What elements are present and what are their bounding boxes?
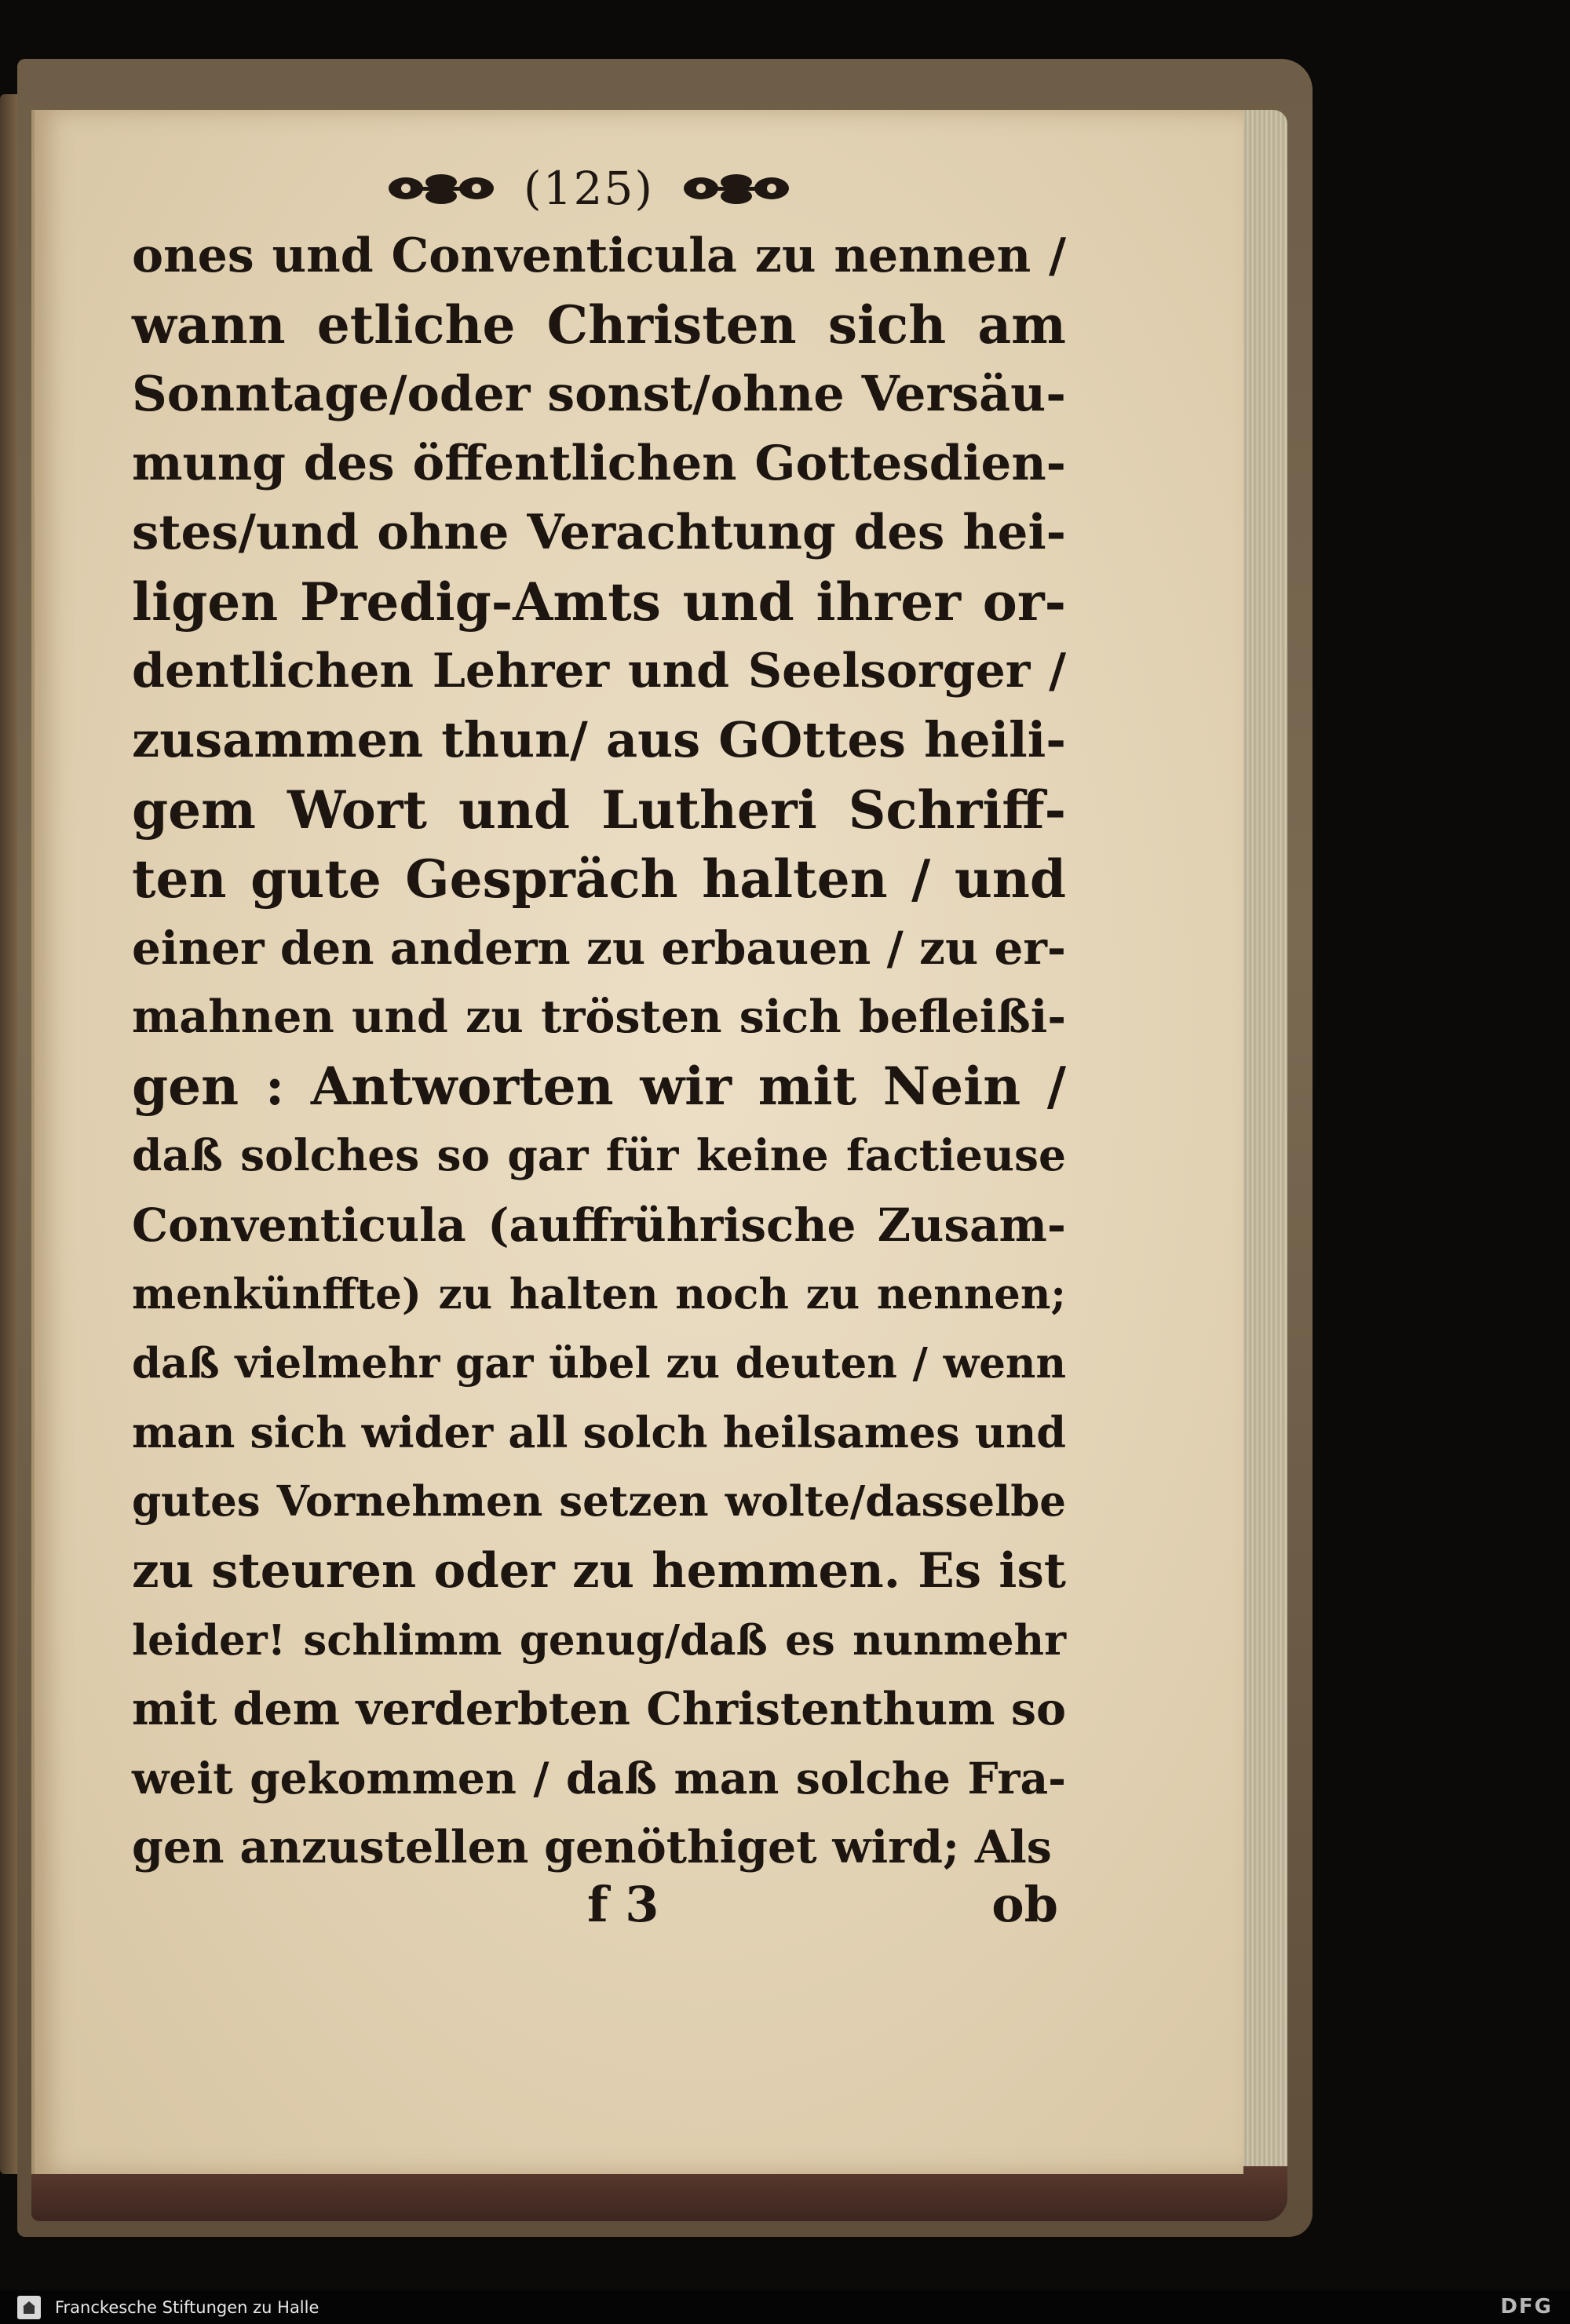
text-line: einer den andern zu erbauen / zu er- (132, 921, 1066, 975)
text-line: man sich wider all solch heilsames und (132, 1407, 1066, 1458)
text-line: mung des öffentlichen Gottesdien- (132, 435, 1066, 491)
page-footer-marks (132, 1876, 1066, 1946)
viewer-footer (0, 2290, 1570, 2324)
institution-name: Franckesche Stiftungen zu Halle (55, 2297, 319, 2317)
text-line: leider! schlimm genug/daß es nunmehr (132, 1615, 1066, 1665)
body-text (132, 221, 1066, 1883)
page-number: (125) (524, 162, 654, 215)
text-line: gen anzustellen genöthiget wird; Als (132, 1821, 1052, 1874)
text-line: daß solches so gar für keine factieuse (132, 1129, 1066, 1181)
cover-bottom-edge (31, 2166, 1287, 2221)
text-line: Conventicula (auffrührische Zusam- (132, 1198, 1066, 1252)
text-line: zusammen thun/ aus GOttes heili- (132, 711, 1066, 769)
text-line: Sonntage/oder sonst/ohne Versäu- (132, 365, 1066, 423)
text-line: mit dem verderbten Christenthum so (132, 1682, 1066, 1735)
text-line: ligen Predig-Amts und ihrer or- (132, 571, 1066, 633)
left-ornament-icon (382, 165, 500, 212)
text-line: mahnen und zu trösten sich befleißi- (132, 991, 1066, 1044)
catchword: ob (991, 1876, 1058, 1933)
text-line: zu steuren oder zu hemmen. Es ist (132, 1542, 1066, 1599)
text-line: ones und Conventicula zu nennen / (132, 228, 1066, 283)
text-line: weit gekommen / daß man solche Fra- (132, 1753, 1066, 1804)
text-line: gutes Vornehmen setzen wolte/dasselbe (132, 1477, 1066, 1527)
text-line: wann etliche Christen sich am (132, 294, 1066, 356)
text-line: gem Wort und Lutheri Schriff- (132, 779, 1066, 841)
text-line: dentlichen Lehrer und Seelsorger / (132, 644, 1066, 699)
text-line: menkünffte) zu halten noch zu nennen; (132, 1269, 1066, 1319)
institution-logo-icon (17, 2296, 41, 2319)
text-line: daß vielmehr gar übel zu deuten / wenn (132, 1339, 1066, 1388)
dfg-logo: DFG (1500, 2295, 1553, 2319)
text-line: ten gute Gespräch halten / und (132, 848, 1066, 910)
text-line: stes/und ohne Verachtung des hei- (132, 504, 1066, 560)
right-ornament-icon (677, 165, 795, 212)
text-line: gen : Antworten wir mit Nein / (132, 1056, 1066, 1118)
page-header (369, 153, 809, 224)
signature-mark: f 3 (587, 1876, 659, 1933)
